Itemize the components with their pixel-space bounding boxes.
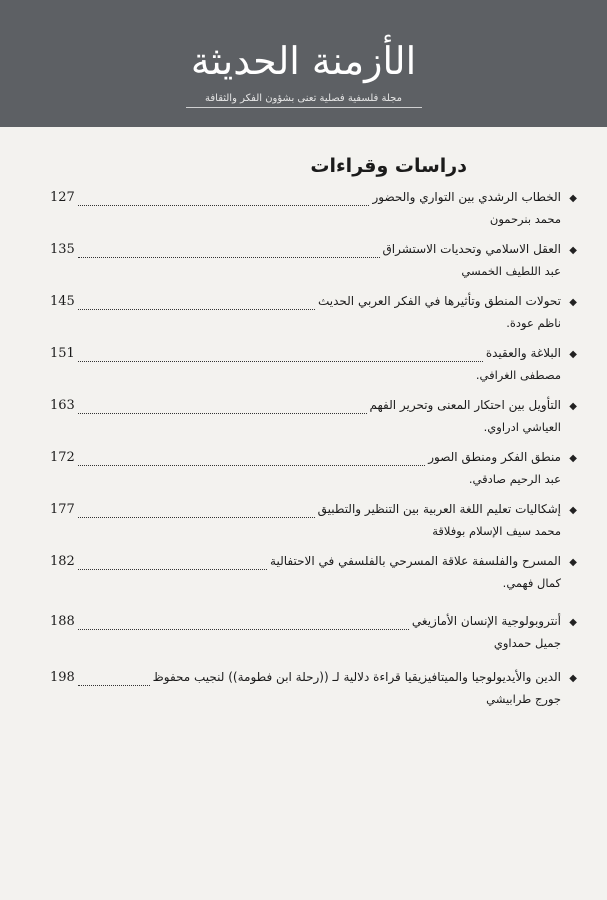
article-author: محمد سيف الإسلام بوفلاقة: [432, 524, 561, 538]
toc-entry: [50, 554, 577, 614]
toc-line: [50, 346, 561, 366]
dot-leader: [78, 464, 425, 466]
toc-entry: [50, 398, 577, 450]
toc-entry: [50, 614, 577, 670]
toc-line: [50, 502, 561, 522]
toc-entry: [50, 190, 577, 242]
article-title: الخطاب الرشدي بين التواري والحضور: [372, 190, 561, 204]
dot-leader: [78, 628, 409, 630]
diamond-bullet-icon: ◆: [569, 245, 577, 256]
article-author: مصطفى الغرافي.: [475, 368, 561, 382]
page-number: 177: [50, 502, 75, 517]
journal-subtitle: مجلة فلسفية فصلية تعنى بشؤون الفكر والثقافة: [205, 93, 402, 104]
dot-leader: [78, 204, 370, 206]
table-of-contents: [50, 190, 577, 722]
page-number: 127: [50, 190, 75, 205]
page-number: 188: [50, 614, 75, 629]
diamond-bullet-icon: ◆: [569, 297, 577, 308]
header-divider: [186, 107, 422, 108]
article-title: الدين والأيديولوجيا والميتافيزيقيا قراءة دلالية لـ ((رحلة ابن فطومة)) لنجيب محفوظ: [152, 670, 561, 684]
article-title: التأويل بين احتكار المعنى وتحرير الفهم: [369, 398, 561, 412]
article-author: عبد الرحيم صادقي.: [468, 472, 561, 486]
diamond-bullet-icon: ◆: [569, 557, 577, 568]
article-author: العياشي ادراوي.: [483, 420, 561, 434]
toc-entry: [50, 346, 577, 398]
diamond-bullet-icon: ◆: [569, 401, 577, 412]
toc-line: [50, 450, 561, 470]
dot-leader: [78, 360, 483, 362]
article-title: إشكاليات تعليم اللغة العربية بين التنظير والتطبيق: [317, 502, 561, 516]
article-author: ناظم عودة.: [506, 316, 561, 330]
toc-entry: [50, 294, 577, 346]
toc-entry: [50, 242, 577, 294]
dot-leader: [78, 684, 150, 686]
toc-line: [50, 554, 561, 574]
article-title: تحولات المنطق وتأثيرها في الفكر العربي الحديث: [317, 294, 561, 308]
diamond-bullet-icon: ◆: [569, 505, 577, 516]
page-number: 163: [50, 398, 75, 413]
article-title: المسرح والفلسفة علاقة المسرحي بالفلسفي في الاحتفالية: [270, 554, 561, 568]
toc-line: [50, 670, 561, 690]
article-author: كمال فهمي.: [502, 576, 561, 590]
journal-header: [0, 0, 607, 127]
article-author: جميل حمداوي: [493, 636, 561, 650]
article-title: العقل الاسلامي وتحديات الاستشراق: [382, 242, 561, 256]
toc-entry: [50, 450, 577, 502]
article-author: محمد بنرحمون: [489, 212, 561, 226]
page-number: 151: [50, 346, 75, 361]
toc-line: [50, 242, 561, 262]
diamond-bullet-icon: ◆: [569, 193, 577, 204]
page-number: 135: [50, 242, 75, 257]
article-title: منطق الفكر ومنطق الصور: [428, 450, 561, 464]
diamond-bullet-icon: ◆: [569, 673, 577, 684]
toc-entry: [50, 670, 577, 722]
page-number: 182: [50, 554, 75, 569]
article-title: البلاغة والعقيدة: [485, 346, 561, 360]
dot-leader: [78, 256, 380, 258]
diamond-bullet-icon: ◆: [569, 349, 577, 360]
article-author: جورج طرابيشي: [486, 692, 561, 706]
diamond-bullet-icon: ◆: [569, 617, 577, 628]
dot-leader: [78, 516, 315, 518]
article-title: أنتروبولوجية الإنسان الأمازيغي: [411, 614, 561, 628]
diamond-bullet-icon: ◆: [569, 453, 577, 464]
toc-line: [50, 614, 561, 634]
toc-line: [50, 190, 561, 210]
dot-leader: [78, 412, 367, 414]
article-author: عبد اللطيف الخمسي: [461, 264, 561, 278]
page-number: 198: [50, 670, 75, 685]
toc-line: [50, 398, 561, 418]
dot-leader: [78, 308, 315, 310]
page-number: 172: [50, 450, 75, 465]
page-number: 145: [50, 294, 75, 309]
toc-line: [50, 294, 561, 314]
toc-entry: [50, 502, 577, 554]
journal-title: الأزمنة الحديثة: [190, 39, 417, 83]
dot-leader: [78, 568, 267, 570]
section-title: دراسات وقراءات: [310, 155, 467, 177]
